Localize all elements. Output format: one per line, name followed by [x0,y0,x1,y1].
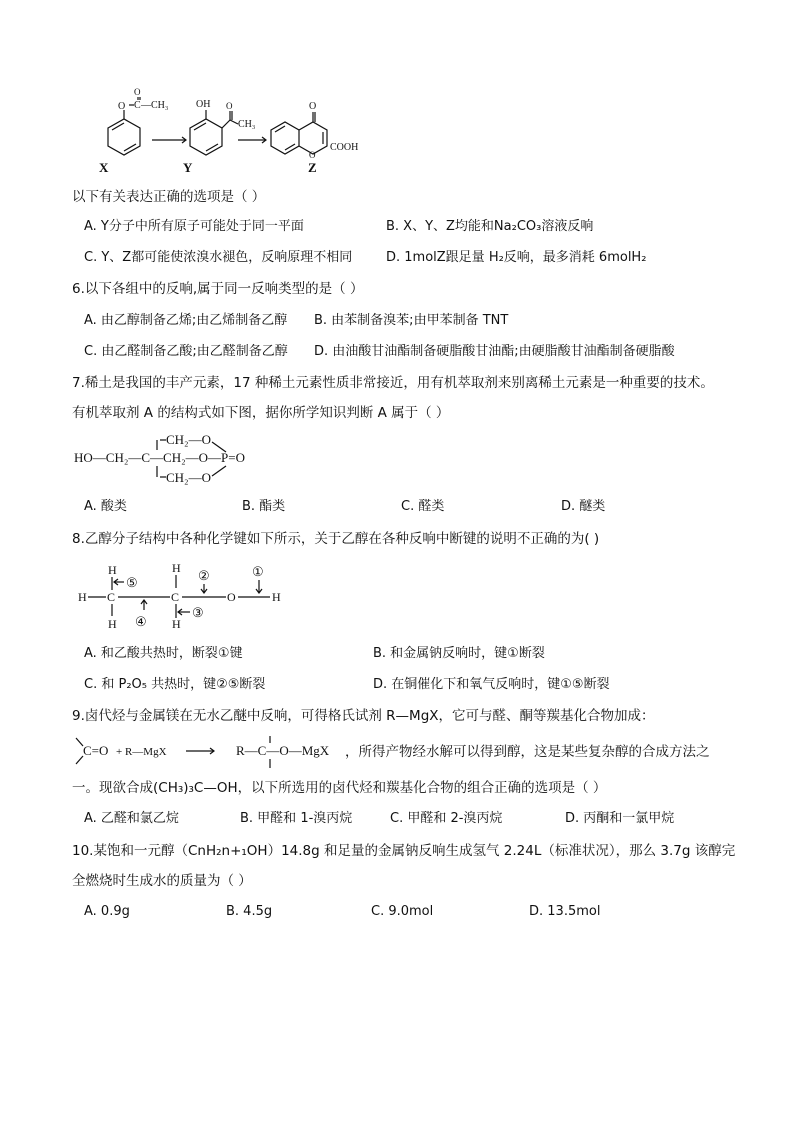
svg-text:H: H [172,617,181,631]
q7-option-b[interactable]: B. 酯类 [242,499,286,514]
q7-option-a[interactable]: A. 酸类 [84,499,127,514]
q10-option-d[interactable]: D. 13.5mol [529,904,601,919]
q9-stem-line2-tail: ，所得产物经水解可以得到醇，这是某些复杂醇的合成方法之 [345,744,710,760]
svg-text:CH₂—O: CH₂—O [166,470,211,485]
q6-stem: 6.以下各组中的反响,属于同一反响类型的是（ ） [72,281,364,297]
grignard-addition-equation [74,732,344,772]
q8-option-c[interactable]: C. 和 P₂O₅ 共热时，键②⑤断裂 [84,677,266,692]
q10-option-a[interactable]: A. 0.9g [84,904,130,919]
svg-text:H: H [108,617,117,631]
q9-option-b[interactable]: B. 甲醛和 1-溴丙烷 [240,811,353,826]
q9-stem-line3: 一。现欲合成(CH₃)₃C—OH，以下所选用的卤代烃和羰基化合物的组合正确的选项是（ ） [72,780,607,796]
q8-option-a[interactable]: A. 和乙酸共热时，断裂①键 [84,646,243,661]
svg-text:C: C [171,590,180,604]
svg-text:O: O [309,150,316,160]
svg-text:②: ② [198,568,210,583]
q7-option-c[interactable]: C. 醛类 [401,499,445,514]
svg-text:+ R—MgX: + R—MgX [116,746,167,758]
q10-option-c[interactable]: C. 9.0mol [371,904,434,919]
q9-option-d[interactable]: D. 丙酮和一氯甲烷 [565,811,675,826]
label-x: X [99,160,109,175]
svg-text:R—C—O—MgX: R—C—O—MgX [236,743,330,758]
svg-text:OH: OH [196,99,211,110]
ethanol-bond-structure [78,560,298,632]
svg-text:O: O [134,87,141,97]
q10-option-b[interactable]: B. 4.5g [226,904,273,919]
svg-text:H: H [78,590,87,604]
reaction-scheme-xyz [90,87,390,178]
q8-option-b[interactable]: B. 和金属钠反响时，键①断裂 [373,646,545,661]
label-y: Y [183,160,193,175]
q10-stem-line1: 10.某饱和一元醇（CnH₂n+₁OH）14.8g 和足量的金属钠反响生成氢气 2.24L（标准状况），那么 3.7g 该醇完 [72,843,736,859]
svg-text:C: C [134,100,141,111]
svg-text:④: ④ [135,614,147,629]
benzene-ring-x [108,119,140,155]
q7-option-d[interactable]: D. 醚类 [561,499,606,514]
q9-stem-line1: 9.卤代烃与金属镁在无水乙醚中反响，可得格氏试剂 R—MgX，它可与醛、酮等羰基化合物加成： [72,708,655,724]
svg-text:①: ① [252,564,264,579]
svg-text:C: C [107,590,116,604]
svg-text:③: ③ [192,605,204,620]
extractant-a-structure [74,430,274,490]
svg-text:—CH₃: —CH₃ [141,100,169,111]
q7-stem-line1: 7.稀土是我国的丰产元素，17 种稀土元素性质非常接近，用有机萃取剂来别离稀土元素是一种重要的技术。 [72,375,714,391]
svg-text:CH₃: CH₃ [238,119,256,130]
benzene-ring-z [271,122,299,154]
svg-text:COOH: COOH [330,142,359,153]
svg-text:H: H [172,561,181,575]
q6-option-c[interactable]: C. 由乙醛制备乙酸;由乙醛制备乙醇 [84,344,288,359]
svg-text:⑤: ⑤ [126,575,138,590]
q7-stem-line2: 有机萃取剂 A 的结构式如下图，据你所学知识判断 A 属于（ ） [72,405,450,421]
q6-option-b[interactable]: B. 由苯制备溴苯;由甲苯制备 TNT [314,313,509,328]
svg-text:O: O [309,101,317,112]
svg-text:O: O [226,101,233,111]
q5-stem: 以下有关表达正确的选项是（ ） [72,189,266,205]
q10-stem-line2: 全燃烧时生成水的质量为（ ） [72,873,252,889]
label-z: Z [308,160,317,175]
svg-text:CH₂—O: CH₂—O [166,432,211,447]
svg-text:O: O [118,101,126,112]
q8-stem: 8.乙醇分子结构中各种化学键如下所示，关于乙醇在各种反响中断键的说明不正确的为( ) [72,531,600,547]
q5-option-d[interactable]: D. 1molZ跟足量 H₂反响，最多消耗 6molH₂ [386,250,647,265]
q8-option-d[interactable]: D. 在铜催化下和氧气反响时，键①⑤断裂 [373,677,610,692]
q5-option-a[interactable]: A. Y分子中所有原子可能处于同一平面 [84,219,304,234]
q6-option-a[interactable]: A. 由乙醇制备乙烯;由乙烯制备乙醇 [84,313,288,328]
svg-text:O: O [227,590,236,604]
benzene-ring-y [190,119,222,155]
svg-text:H: H [108,563,117,577]
svg-text:HO—CH₂—C—CH₂—O—P=O: HO—CH₂—C—CH₂—O—P=O [74,450,245,465]
q9-option-a[interactable]: A. 乙醛和氯乙烷 [84,811,179,826]
q9-option-c[interactable]: C. 甲醛和 2-溴丙烷 [390,811,503,826]
q5-option-b[interactable]: B. X、Y、Z均能和Na₂CO₃溶液反响 [386,219,594,234]
svg-text:H: H [272,590,281,604]
svg-text:C=O: C=O [83,743,109,758]
q6-option-d[interactable]: D. 由油酸甘油酯制备硬脂酸甘油酯;由硬脂酸甘油酯制备硬脂酸 [314,344,675,359]
q5-option-c[interactable]: C. Y、Z都可能使浓溴水褪色，反响原理不相同 [84,250,353,265]
